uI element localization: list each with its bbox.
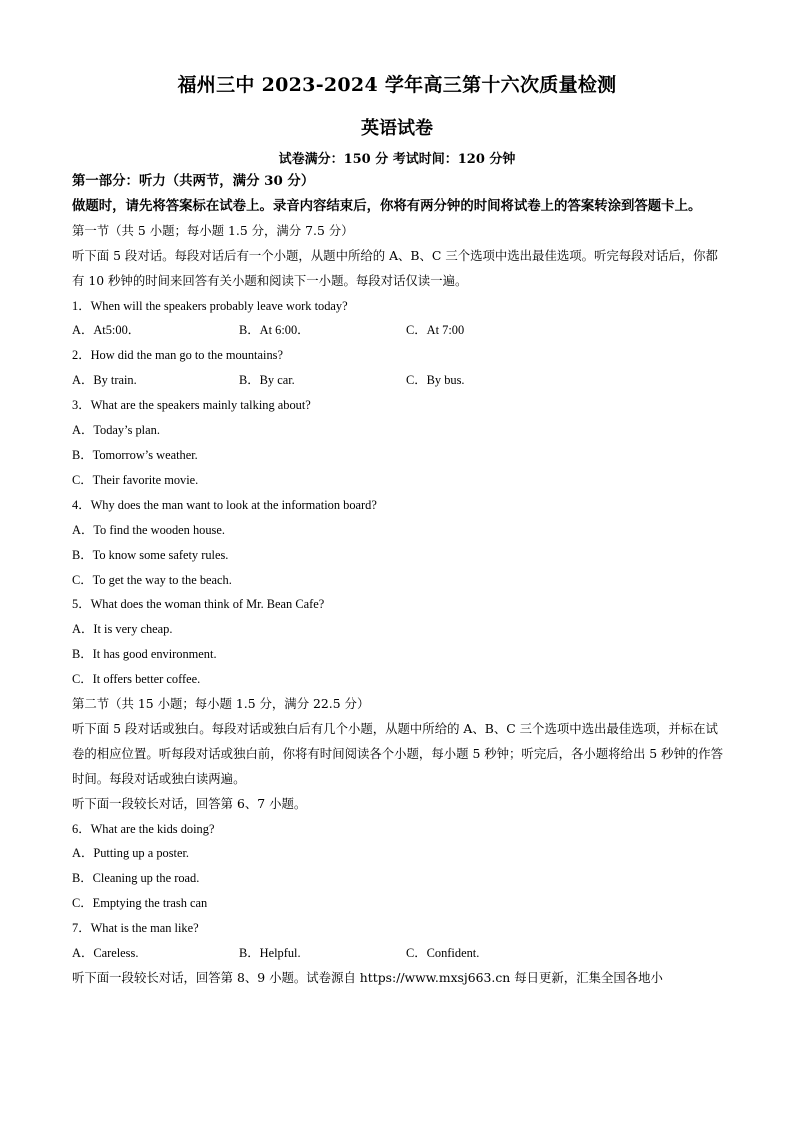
question-stem: 6．What are the kids doing? [72,821,215,836]
option-b: B．It has good environment. [72,647,217,662]
question-stem: 2．How did the man go to the mountains? [72,348,283,363]
option-a: A．At5:00． [72,323,141,338]
part1-instruction: 做题时，请先将答案标在试卷上。录音内容结束后，你将有两分钟的时间将试卷上的答案转涂到答题卡上。 [72,197,702,214]
section1-heading: 第一节（共 5 小题；每小题 1.5 分，满分 7.5 分） [72,222,354,238]
section2-instruction: 听下面 5 段对话或独白。每段对话或独白后有几个小题，从题中所给的 A、B、C 三个选项中选出最佳选项，并标在试卷的相应位置。听每段对话或独白前，你将有时间阅读各个小题，每小题 5 秒钟；听完后，各小题将给出 5 秒钟的作答时间。每段对话或独白读两遍。 [72,720,724,786]
dialogue-intro: 听下面一段较长对话，回答第 6、7 小题。 [72,795,307,811]
page-subtitle: 英语试卷 [361,118,433,139]
option-a: A．It is very cheap. [72,622,173,637]
option-c: C．Emptying the trash can [72,896,208,911]
option-b: B．At 6:00． [239,323,310,338]
option-c: C．At 7:00 [406,323,465,338]
option-a: A．Careless. [72,946,139,961]
option-row [72,318,724,343]
exam-meta: 试卷满分：150 分 考试时间：120 分钟 [278,152,516,167]
option-c: C．It offers better coffee. [72,672,201,687]
question-stem: 1．When will the speakers probably leave work today? [72,298,348,313]
part1-heading: 第一部分：听力（共两节，满分 30 分） [72,173,315,189]
question-stem: 5．What does the woman think of Mr. Bean Cafe? [72,597,325,612]
exam-body [72,169,724,991]
option-c: C．By bus. [406,373,465,388]
option-b: B．By car. [239,373,295,388]
question-stem: 7．What is the man like? [72,921,199,936]
option-b: B．Helpful. [239,946,301,961]
option-b: B．Tomorrow’s weather. [72,447,198,462]
option-b: B．To know some safety rules. [72,547,229,562]
option-row [72,941,724,966]
option-a: A．To find the wooden house. [72,522,225,537]
option-a: A．By train. [72,373,137,388]
option-c: C．Confident. [406,946,480,961]
option-c: C．Their favorite movie. [72,472,199,487]
dialogue-intro: 听下面一段较长对话，回答第 8、9 小题。试卷源自 https://www.mxsj663.cn 每日更新，汇集全国各地小 [72,970,663,985]
option-row [72,368,724,393]
option-b: B．Cleaning up the road. [72,871,200,886]
option-a: A．Putting up a poster. [72,846,190,861]
question-stem: 4．Why does the man want to look at the information board? [72,497,377,512]
section2-heading: 第二节（共 15 小题；每小题 1.5 分，满分 22.5 分） [72,696,370,712]
question-stem: 3．What are the speakers mainly talking about? [72,398,311,413]
option-a: A．Today’s plan. [72,423,160,438]
option-c: C．To get the way to the beach. [72,572,232,587]
page-title: 福州三中 2023-2024 学年高三第十六次质量检测 [177,74,617,96]
section1-instruction: 听下面 5 段对话。每段对话后有一个小题，从题中所给的 A、B、C 三个选项中选出最佳选项。听完每段对话后，你都有 10 秒钟的时间来回答有关小题和阅读下一小题。每段对话仅读一遍。 [72,247,718,288]
